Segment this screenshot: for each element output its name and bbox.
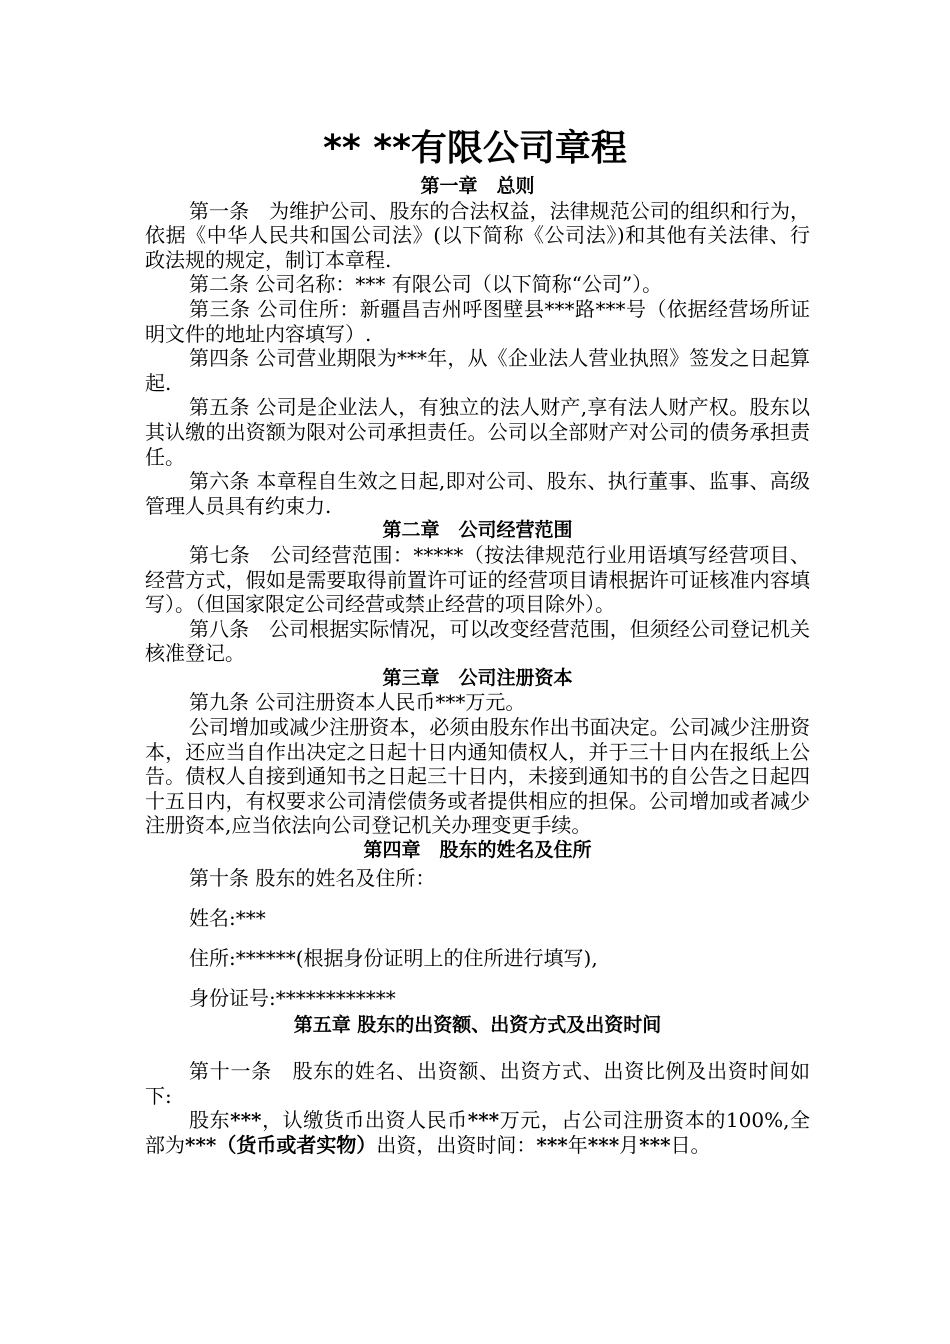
article-6: 第六条 本章程自生效之日起,即对公司、股东、执行董事、监事、高级管理人员具有约束力. bbox=[145, 469, 810, 518]
article-2: 第二条 公司名称：*** 有限公司（以下简称“公司”）。 bbox=[189, 272, 663, 297]
placeholder-month: *** bbox=[587, 1133, 620, 1157]
shareholder-name: 姓名:*** bbox=[189, 905, 266, 930]
placeholder-day: *** bbox=[639, 1133, 671, 1157]
shareholder-address: 住所:******(根据身份证明上的住所进行填写), bbox=[189, 945, 598, 970]
article-9: 第九条 公司注册资本人民币***万元。 bbox=[189, 690, 526, 715]
shareholder-id-number: 身份证号:************ bbox=[189, 985, 396, 1010]
contribution-text: 股东 bbox=[189, 1108, 231, 1133]
capital-contribution-statement bbox=[145, 1108, 810, 1157]
article-10: 第十条 股东的姓名及住所： bbox=[189, 865, 436, 890]
contribution-text: 年 bbox=[567, 1133, 588, 1157]
contribution-text: 月 bbox=[619, 1133, 640, 1157]
document-body bbox=[145, 174, 810, 1158]
article-11: 第十一条 股东的姓名、出资额、出资方式、出资比例及出资时间如下: bbox=[145, 1059, 810, 1108]
chapter-2-heading: 第二章 公司经营范围 bbox=[382, 519, 573, 542]
placeholder-shareholder: *** bbox=[230, 1108, 262, 1133]
spacer bbox=[145, 893, 810, 903]
article-9-paragraph-2: 公司增加或减少注册资本，必须由股东作出书面决定。公司减少注册资本，还应当自作出决定之日起十日内通知债权人，并于三十日内在报纸上公告。债权人自接到通知书之日起三十日内，未接到通知书的自公告之日起四十五日内，有权要求公司清偿债务或者提供相应的担保。公司增加或者减少注册资本,应当依法向公司登记机关办理变更手续。 bbox=[145, 715, 810, 838]
spacer bbox=[145, 933, 810, 943]
chapter-1-heading: 第一章 总则 bbox=[420, 175, 535, 197]
chapter-4-heading: 第四章 股东的姓名及住所 bbox=[363, 839, 592, 862]
document-title: ** **有限公司章程 bbox=[323, 128, 627, 169]
article-7: 第七条 公司经营范围：*****（按法律规范行业用语填写经营项目、经营方式，假如是需要取得前置许可证的经营项目请根据许可证核准内容填写）。（但国家限定公司经营或禁止经营的项目除外）。 bbox=[145, 542, 810, 617]
chapter-3-heading: 第三章 公司注册资本 bbox=[382, 666, 573, 689]
placeholder-year: *** bbox=[536, 1133, 568, 1157]
contribution-text: ，认缴货币出资人民币 bbox=[261, 1108, 468, 1133]
article-5: 第五条 公司是企业法人，有独立的法人财产,享有法人财产权。股东以其认缴的出资额为限对公司承担责任。公司以全部财产对公司的债务承担责任。 bbox=[145, 395, 810, 469]
placeholder-contribution-type: ***（货币或者实物） bbox=[185, 1133, 377, 1157]
article-1: 第一条 为维护公司、股东的合法权益，法律规范公司的组织和行为，依据《中华人民共和国公司法》(以下简称《公司法》)和其他有关法律、行政法规的规定，制订本章程. bbox=[145, 198, 810, 272]
article-4: 第四条 公司营业期限为***年，从《企业法人营业执照》签发之日起算起. bbox=[145, 346, 810, 395]
article-3: 第三条 公司住所：新疆昌吉州呼图壁县***路***号（依据经营场所证明文件的地址内容填写）. bbox=[145, 296, 810, 346]
spacer bbox=[145, 1037, 810, 1059]
chapter-5-heading: 第五章 股东的出资额、出资方式及出资时间 bbox=[293, 1013, 662, 1036]
spacer bbox=[145, 973, 810, 983]
article-8: 第八条 公司根据实际情况，可以改变经营范围，但须经公司登记机关核准登记。 bbox=[145, 616, 810, 666]
placeholder-amount: *** bbox=[467, 1108, 500, 1133]
contribution-text: 万元，占公司注册资本的100%,全部为 bbox=[145, 1108, 811, 1157]
contribution-text: 日。 bbox=[670, 1133, 711, 1157]
contribution-text: 出资，出资时间： bbox=[376, 1133, 537, 1157]
